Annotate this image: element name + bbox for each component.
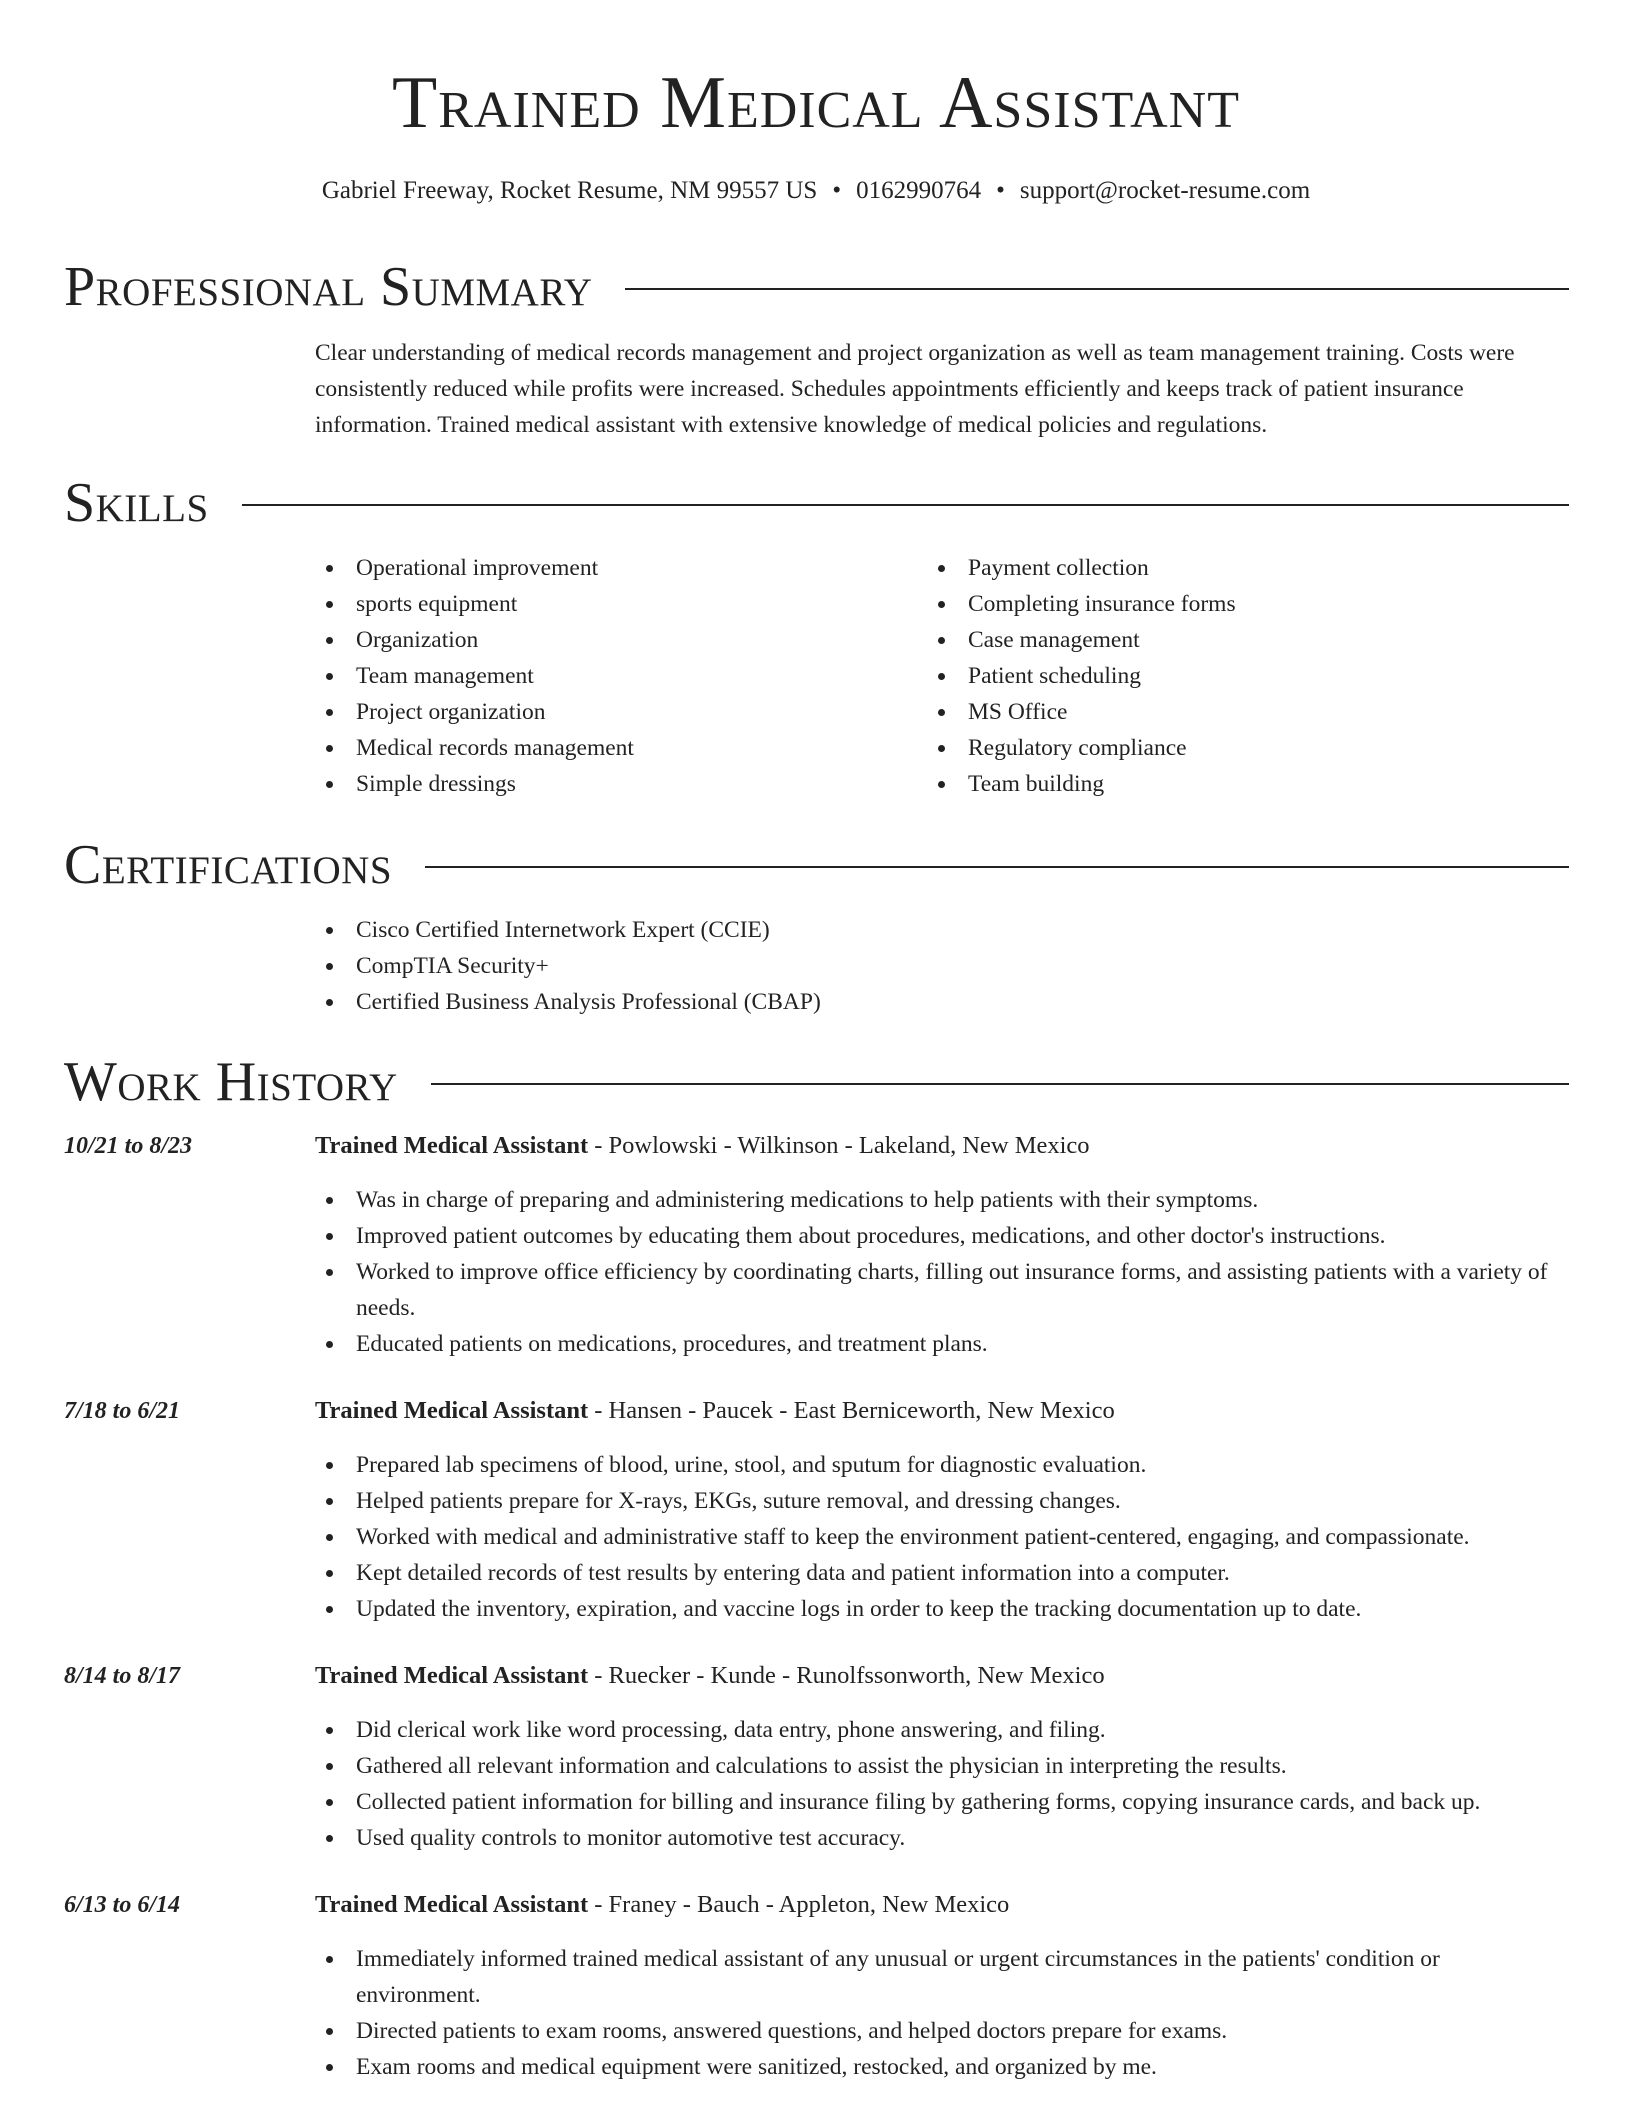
section-divider	[425, 866, 1569, 868]
job-duty-item: Immediately informed trained medical assistant of any unusual or urgent circumstances in the patients' condition or environment.	[312, 1941, 1567, 2013]
job-duty-item: Worked to improve office efficiency by coordinating charts, filling out insurance forms, and assisting patients with a variety of needs.	[312, 1254, 1567, 1326]
certifications-block	[312, 912, 1570, 1020]
job-title: Trained Medical Assistant	[315, 1132, 589, 1159]
section-title-certifications: Certifications	[64, 834, 393, 896]
job-duty-item: Worked with medical and administrative staff to keep the environment patient-centered, engaging, and compassionate.	[312, 1519, 1567, 1555]
job-duty-item: Directed patients to exam rooms, answered questions, and helped doctors prepare for exams.	[312, 2013, 1567, 2049]
skills-list-left	[312, 550, 912, 802]
skill-item: Organization	[312, 622, 912, 658]
certification-item: CompTIA Security+	[312, 948, 1570, 984]
job-duty-list	[312, 1941, 1567, 2085]
contact-separator: •	[996, 177, 1005, 204]
job-duties	[312, 1447, 1567, 1627]
job-duty-item: Exam rooms and medical equipment were sanitized, restocked, and organized by me.	[312, 2049, 1567, 2085]
skill-item: sports equipment	[312, 586, 912, 622]
job-duties	[312, 1941, 1567, 2085]
section-header-certifications	[64, 832, 1569, 898]
section-divider	[431, 1083, 1569, 1085]
contact-address: Gabriel Freeway, Rocket Resume, NM 99557 US	[321, 177, 818, 204]
job-employer: - Franey - Bauch - Appleton, New Mexico	[588, 1891, 1010, 1918]
job-heading	[315, 1658, 1105, 1694]
certification-item: Cisco Certified Internetwork Expert (CCIE)	[312, 912, 1570, 948]
section-title-work-history: Work History	[64, 1051, 398, 1113]
job-duty-list	[312, 1447, 1567, 1627]
skill-item: Operational improvement	[312, 550, 912, 586]
job-dates: 7/18 to 6/21	[64, 1398, 181, 1424]
job-duties	[312, 1182, 1567, 1362]
job-duty-item: Did clerical work like word processing, data entry, phone answering, and filing.	[312, 1712, 1567, 1748]
job-dates: 6/13 to 6/14	[64, 1892, 181, 1918]
section-title-summary: Professional Summary	[64, 256, 593, 318]
section-title-skills: Skills	[64, 472, 209, 534]
job-dates: 10/21 to 8/23	[64, 1133, 193, 1159]
certification-item: Certified Business Analysis Professional (CBAP)	[312, 984, 1570, 1020]
job-employer: - Powlowski - Wilkinson - Lakeland, New Mexico	[588, 1132, 1090, 1159]
section-header-work-history	[64, 1049, 1569, 1115]
section-header-summary	[64, 254, 1569, 320]
job-heading	[315, 1887, 1009, 1923]
job-duties	[312, 1712, 1567, 1856]
job-duty-item: Improved patient outcomes by educating them about procedures, medications, and other doctor's instructions.	[312, 1218, 1567, 1254]
certifications-list	[312, 912, 1570, 1020]
section-divider	[242, 504, 1569, 506]
skill-item: Project organization	[312, 694, 912, 730]
skill-item: Simple dressings	[312, 766, 912, 802]
contact-phone[interactable]: 0162990764	[856, 177, 982, 204]
skill-item: MS Office	[924, 694, 1524, 730]
skill-item: Medical records management	[312, 730, 912, 766]
job-duty-item: Prepared lab specimens of blood, urine, stool, and sputum for diagnostic evaluation.	[312, 1447, 1567, 1483]
job-employer: - Ruecker - Kunde - Runolfssonworth, New Mexico	[588, 1662, 1105, 1689]
skill-item: Payment collection	[924, 550, 1524, 586]
section-divider	[625, 288, 1569, 290]
candidate-name: Trained Medical Assistant	[392, 62, 1240, 144]
skill-item: Completing insurance forms	[924, 586, 1524, 622]
contact-separator: •	[832, 177, 842, 204]
job-title: Trained Medical Assistant	[315, 1662, 589, 1689]
summary-text: Clear understanding of medical records management and project organization as well as team management training. Costs were consistently reduced while profits were increased. Schedules appointments efficiently and keeps track of patient insurance information. Trained medical assistant with extensive knowledge of medical policies and regulations.	[315, 340, 1515, 438]
job-duty-item: Collected patient information for billing and insurance filing by gathering forms, copying insurance cards, and back up.	[312, 1784, 1567, 1820]
job-duty-list	[312, 1712, 1567, 1856]
job-duty-item: Gathered all relevant information and calculations to assist the physician in interpreting the results.	[312, 1748, 1567, 1784]
section-header-skills	[64, 470, 1569, 536]
job-duty-item: Helped patients prepare for X-rays, EKGs, suture removal, and dressing changes.	[312, 1483, 1567, 1519]
skills-list-right	[924, 550, 1524, 802]
job-duty-list	[312, 1182, 1567, 1362]
contact-email[interactable]: support@rocket-resume.com	[1019, 177, 1311, 204]
skill-item: Team building	[924, 766, 1524, 802]
job-duty-item: Educated patients on medications, procedures, and treatment plans.	[312, 1326, 1567, 1362]
skills-column-right	[924, 550, 1524, 802]
skills-column-left	[312, 550, 912, 802]
job-dates: 8/14 to 8/17	[64, 1663, 181, 1689]
skill-item: Regulatory compliance	[924, 730, 1524, 766]
job-duty-item: Was in charge of preparing and administering medications to help patients with their symptoms.	[312, 1182, 1567, 1218]
skill-item: Team management	[312, 658, 912, 694]
contact-line	[0, 174, 1632, 208]
job-title: Trained Medical Assistant	[315, 1891, 589, 1918]
job-duty-item: Kept detailed records of test results by entering data and patient information into a computer.	[312, 1555, 1567, 1591]
job-duty-item: Used quality controls to monitor automotive test accuracy.	[312, 1820, 1567, 1856]
job-title: Trained Medical Assistant	[315, 1397, 589, 1424]
skill-item: Case management	[924, 622, 1524, 658]
skill-item: Patient scheduling	[924, 658, 1524, 694]
job-heading	[315, 1128, 1090, 1164]
job-heading	[315, 1393, 1115, 1429]
job-employer: - Hansen - Paucek - East Berniceworth, New Mexico	[588, 1397, 1115, 1424]
job-duty-item: Updated the inventory, expiration, and vaccine logs in order to keep the tracking documentation up to date.	[312, 1591, 1567, 1627]
